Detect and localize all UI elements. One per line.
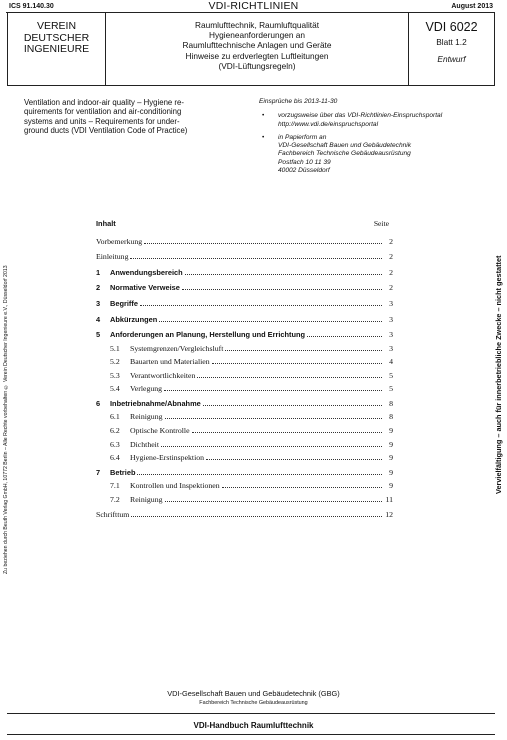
toc-page: 2 — [389, 268, 393, 277]
bullet-icon: • — [262, 133, 265, 141]
toc-number: 5.1 — [110, 344, 120, 353]
toc-entry[interactable] — [96, 250, 393, 261]
toc-page: 12 — [385, 510, 393, 519]
publisher-division: Fachbereich Technische Gebäudeausrüstung — [199, 700, 308, 706]
toc-leader — [222, 487, 382, 488]
toc-entry[interactable] — [96, 235, 393, 246]
copyright-note: Zu beziehen durch Beuth Verlag GmbH, 10772 Berlin – Alle Rechte vorbehalten © Verein Deutscher Ingenieure e.V., Düsseldorf 2013 — [3, 265, 9, 575]
english-line-3: systems and units – Requirements for under- — [24, 116, 180, 126]
toc-number: 6.4 — [110, 453, 120, 462]
toc-page: 5 — [389, 384, 393, 393]
paper-line-5: 40002 Düsseldorf — [278, 167, 330, 175]
toc-leader — [131, 516, 382, 517]
toc-entry[interactable] — [96, 466, 393, 477]
toc-leader — [165, 418, 383, 419]
toc-leader — [182, 289, 382, 290]
toc-entry[interactable] — [96, 508, 393, 519]
reproduction-note: Vervielfältigung – auch für innerbetriebliche Zwecke – nicht gestattet — [494, 255, 503, 495]
objection-paper-item — [259, 134, 484, 175]
english-title — [24, 98, 239, 135]
toc-number: 1 — [96, 268, 101, 277]
english-line-4: ground ducts (VDI Ventilation Code of Practice) — [24, 125, 188, 135]
handbook-title: VDI-Handbuch Raumlufttechnik — [193, 721, 314, 730]
toc-number: 4 — [96, 315, 101, 324]
toc-entry[interactable] — [96, 410, 393, 421]
toc-label: Anwendungsbereich — [110, 268, 183, 277]
toc-label: Begriffe — [110, 299, 138, 308]
toc-leader — [212, 363, 382, 364]
toc-leader — [165, 501, 383, 502]
toc-label: Reinigung — [130, 412, 163, 421]
title-line-4: Hinweise zu erdverlegten Luftleitungen — [185, 50, 329, 61]
document-number: VDI 6022 — [425, 20, 478, 34]
toc-page: 3 — [389, 330, 393, 339]
document-title — [106, 20, 408, 71]
toc-leader — [225, 350, 382, 351]
title-line-3: Raumlufttechnische Anlagen und Geräte — [182, 40, 332, 51]
toc-page: 8 — [389, 412, 393, 421]
toc-leader — [192, 432, 382, 433]
toc-label: Verantwortlichkeiten — [130, 371, 196, 380]
toc-number: 7.1 — [110, 481, 120, 490]
toc-entry[interactable] — [96, 313, 393, 324]
toc-number: 7 — [96, 468, 101, 477]
toc-number: 5 — [96, 330, 101, 339]
toc-number: 6.2 — [110, 426, 120, 435]
toc-page: 3 — [389, 299, 393, 308]
toc-entry[interactable] — [96, 438, 393, 449]
paper-line-3: Fachbereich Technische Gebäudeausrüstung — [278, 150, 411, 158]
toc-label: Kontrollen und Inspektionen — [130, 481, 220, 490]
toc-label: Abkürzungen — [110, 315, 158, 324]
toc-entry[interactable] — [96, 382, 393, 393]
toc-entry[interactable] — [96, 479, 393, 490]
toc-page: 2 — [389, 237, 393, 246]
toc-number: 3 — [96, 299, 101, 308]
toc-number: 7.2 — [110, 495, 120, 504]
toc-page: 3 — [389, 315, 393, 324]
portal-line-1: vorzugsweise über das VDI-Richtlinien-Einspruchsportal — [278, 112, 443, 120]
toc-leader — [140, 305, 382, 306]
status-label: Entwurf — [437, 54, 466, 64]
objection-deadline: Einsprüche bis 2013-11-30 — [259, 98, 338, 105]
toc-page: 5 — [389, 371, 393, 380]
logo-text — [8, 21, 105, 56]
toc-entry[interactable] — [96, 451, 393, 462]
logo-line-1: VEREIN — [36, 20, 77, 32]
toc-label: Hygiene-Erstinspektion — [130, 453, 205, 462]
toc-number: 5.4 — [110, 384, 120, 393]
title-line-1: Raumlufttechnik, Raumluftqualität — [194, 20, 320, 30]
toc-page: 9 — [389, 426, 393, 435]
toc-number: 5.2 — [110, 357, 120, 366]
toc-entry[interactable] — [96, 397, 393, 408]
toc-leader — [197, 377, 382, 378]
toc-leader — [185, 274, 382, 275]
toc-entry[interactable] — [96, 281, 393, 292]
toc-label: Betrieb — [110, 468, 136, 477]
toc-leader — [144, 243, 382, 244]
toc-page: 2 — [389, 252, 393, 261]
footer-rule-bottom — [7, 734, 495, 735]
toc-page: 4 — [389, 357, 393, 366]
toc-label: Einleitung — [96, 252, 129, 261]
toc-leader — [307, 336, 382, 337]
logo-line-3: INGENIEURE — [23, 43, 90, 55]
toc-leader — [161, 446, 382, 447]
toc-leader — [130, 258, 382, 259]
toc-entry[interactable] — [96, 297, 393, 308]
toc-leader — [206, 459, 382, 460]
toc-header — [96, 219, 393, 228]
objection-portal-item — [259, 112, 484, 129]
toc-label: Inbetriebnahme/Abnahme — [110, 399, 201, 408]
toc-page: 8 — [389, 399, 393, 408]
english-line-1: Ventilation and indoor-air quality – Hygiene re- — [24, 98, 184, 107]
paper-line-4: Postfach 10 11 39 — [278, 158, 331, 166]
toc-number: 6 — [96, 399, 101, 408]
toc-page: 9 — [389, 468, 393, 477]
blatt-label: Blatt 1.2 — [436, 37, 467, 47]
publication-date: August 2013 — [451, 3, 493, 10]
series-title: VDI-RICHTLINIEN — [208, 0, 299, 12]
toc-entry[interactable] — [96, 355, 393, 366]
title-box — [105, 12, 409, 86]
toc-leader — [203, 405, 382, 406]
ics-code: ICS 91.140.30 — [9, 3, 54, 10]
toc-page: 11 — [385, 495, 393, 504]
toc-entry[interactable] — [96, 493, 393, 504]
doc-number-box — [408, 12, 495, 86]
toc-entry[interactable] — [96, 342, 393, 353]
toc-entry[interactable] — [96, 424, 393, 435]
title-line-2: Hygieneanforderungen an — [209, 30, 305, 41]
toc-label: Schrifttum — [96, 510, 130, 519]
publisher-society: VDI-Gesellschaft Bauen und Gebäudetechnik (GBG) — [167, 689, 340, 698]
footer-rule-top — [7, 713, 495, 714]
toc-leader — [159, 321, 382, 322]
toc-entry[interactable] — [96, 369, 393, 380]
toc-page-heading: Seite — [373, 219, 389, 228]
toc-number: 6.3 — [110, 440, 120, 449]
toc-label: Verlegung — [130, 384, 163, 393]
toc-page: 9 — [389, 440, 393, 449]
toc-label: Reinigung — [130, 495, 163, 504]
vdi-logo-box — [7, 12, 106, 86]
toc-entry[interactable] — [96, 266, 393, 277]
toc-leader — [164, 390, 382, 391]
toc-page: 9 — [389, 481, 393, 490]
paper-line-2: VDI-Gesellschaft Bauen und Gebäudetechnik — [278, 142, 412, 150]
toc-label: Anforderungen an Planung, Herstellung und Errichtung — [110, 330, 306, 339]
toc-leader — [137, 474, 382, 475]
objection-info — [259, 98, 484, 175]
toc-label: Dichtheit — [130, 440, 160, 449]
toc-page: 2 — [389, 283, 393, 292]
paper-line-1: in Papierform an — [278, 133, 327, 141]
toc-entry[interactable] — [96, 328, 393, 339]
toc-label: Bauarten und Materialien — [130, 357, 210, 366]
toc-label: Normative Verweise — [110, 283, 180, 292]
toc-number: 5.3 — [110, 371, 120, 380]
title-line-5: (VDI-Lüftungsregeln) — [218, 60, 296, 71]
toc-page: 3 — [389, 344, 393, 353]
logo-line-2: DEUTSCHER — [23, 31, 90, 44]
toc-label: Optische Kontrolle — [130, 426, 190, 435]
english-line-2: quirements for ventilation and air-conditioning — [24, 107, 182, 117]
portal-url[interactable]: http://www.vdi.de/einspruchsportal — [278, 120, 379, 128]
bullet-icon: • — [262, 112, 265, 120]
toc-number: 6.1 — [110, 412, 120, 421]
toc-page: 9 — [389, 453, 393, 462]
toc-label: Systemgrenzen/Vergleichsluft — [130, 344, 224, 353]
toc-heading: Inhalt — [96, 219, 116, 228]
toc-number: 2 — [96, 283, 101, 292]
toc-label: Vorbemerkung — [96, 237, 143, 246]
